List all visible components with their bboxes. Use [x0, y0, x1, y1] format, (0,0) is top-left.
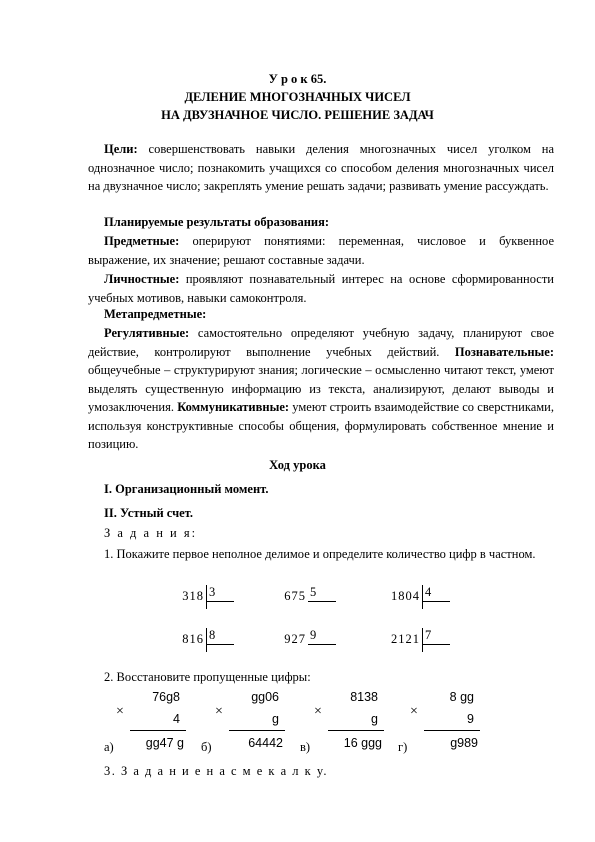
task-3: 3. З а д а н и е н а с м е к а л к у.	[104, 764, 328, 778]
cognitive-label: Познавательные:	[454, 344, 554, 359]
goals-text: совершенствовать навыки деления многозначных чисел уголком на однозначное число; познакомить учащихся со способом деления многозначных чисел на двузначное число; закреплять умение решать задачи; развивать умение рассуждать.	[88, 142, 554, 193]
multiply-sign: ×	[215, 704, 223, 719]
multiplication-item: 8138 × g 16 ggg	[314, 690, 382, 750]
lesson-number: У р о к 65.	[268, 72, 327, 86]
goals-label: Цели:	[104, 142, 138, 156]
tasks-label: З а д а н и я:	[104, 526, 198, 540]
document-page: У р о к 65. ДЕЛЕНИЕ МНОГОЗНАЧНЫХ ЧИСЕЛ НА ДВУЗНАЧНОЕ ЧИСЛО. РЕШЕНИЕ ЗАДАЧ Цели: совершенствовать навыки деления многозначных чисел уголком на однозначное число; познакомить учащихся со способом деления многозначных чисел на двузначное число; закреплять умение решать задачи; развивать умение рассуждать. Планируемые результаты образования: Предметные: оперируют понятиями: переменная, числовое и буквенное выражение, их значение; решают составные задачи. Личностные: проявляют познавательный интерес на основе сформированности учебных мотивов, навыки самоконтроля. Метапредметные: Регулятивные: самостоятельно определяют учебную задачу, планируют свое действие, контролируют выполнение учебных действий. Познавательные: общеучебные – структурируют знания; логические – осмысленно читают текст, умеют выделять существенную информацию из текста, анализируют, делают выводы и умозаключения. Коммуникативные: умеют строить взаимодействие со сверстниками, используя конструктивные способы общения, формулировать собственное мнение и позицию. Ход урока I. Организационный момент. II. Устный счет. З а д а н и я: 1. Покажите первое неполное делимое и определите количество цифр в частном. 318 3 675 5 1804 4 816 8 927 9 2121 7 2. Восстановите пропущенные цифры: 76g8 × 4 gg47 g а) gg06 × g 64442 б) 8138 × g 16 ggg в) 8 gg × 9 g989 г) 3. З а д а н и е н а с м е к а л к у.	[0, 0, 595, 842]
meta-heading: Метапредметные:	[104, 307, 207, 321]
title-line-2: НА ДВУЗНАЧНОЕ ЧИСЛО. РЕШЕНИЕ ЗАДАЧ	[161, 108, 434, 122]
multiplication-item: 76g8 × 4 gg47 g	[116, 690, 184, 750]
multiplication-label: б)	[201, 740, 212, 754]
communicative-label: Коммуникативные:	[177, 400, 290, 414]
subject-paragraph	[88, 232, 554, 269]
task-2: 2. Восстановите пропущенные цифры:	[104, 670, 311, 684]
multiply-sign: ×	[116, 704, 124, 719]
section-1: I. Организационный момент.	[104, 482, 269, 496]
personal-label: Личностные:	[104, 272, 180, 286]
personal-paragraph	[88, 270, 554, 307]
multiplication-label: в)	[300, 740, 311, 754]
multiplication-item: 8 gg × 9 g989	[410, 690, 478, 750]
title-line-1: ДЕЛЕНИЕ МНОГОЗНАЧНЫХ ЧИСЕЛ	[184, 90, 411, 104]
multiply-sign: ×	[314, 704, 322, 719]
section-2: II. Устный счет.	[104, 506, 194, 520]
lesson-course-heading: Ход урока	[269, 458, 326, 472]
subject-text: оперируют понятиями: переменная, числовое и буквенное выражение, их значение; решают составные задачи.	[88, 234, 554, 267]
task-1: 1. Покажите первое неполное делимое и определите количество цифр в частном.	[104, 547, 536, 561]
multiplication-label: г)	[398, 740, 408, 754]
multiplication-label: а)	[104, 740, 114, 754]
personal-text: проявляют познавательный интерес на основе сформированности учебных мотивов, навыки самоконтроля.	[88, 272, 554, 305]
subject-label: Предметные:	[104, 234, 180, 248]
multiply-sign: ×	[410, 704, 418, 719]
regulatory-label: Регулятивные:	[104, 326, 190, 340]
goals-paragraph	[88, 140, 554, 196]
multiplication-item: gg06 × g 64442	[215, 690, 283, 750]
regulatory-paragraph: Регулятивные: самостоятельно определяют учебную задачу, планируют свое действие, контролируют выполнение учебных действий. Познавательные: общеучебные – структурируют знания; логические – осмысленно читают текст, умеют выделять существенную информацию из текста, анализируют, делают выводы и умозаключения. Коммуникативные: умеют строить взаимодействие со сверстниками, используя конструктивные способы общения, формулировать собственное мнение и позицию.	[88, 326, 554, 451]
results-heading: Планируемые результаты образования:	[104, 215, 330, 229]
